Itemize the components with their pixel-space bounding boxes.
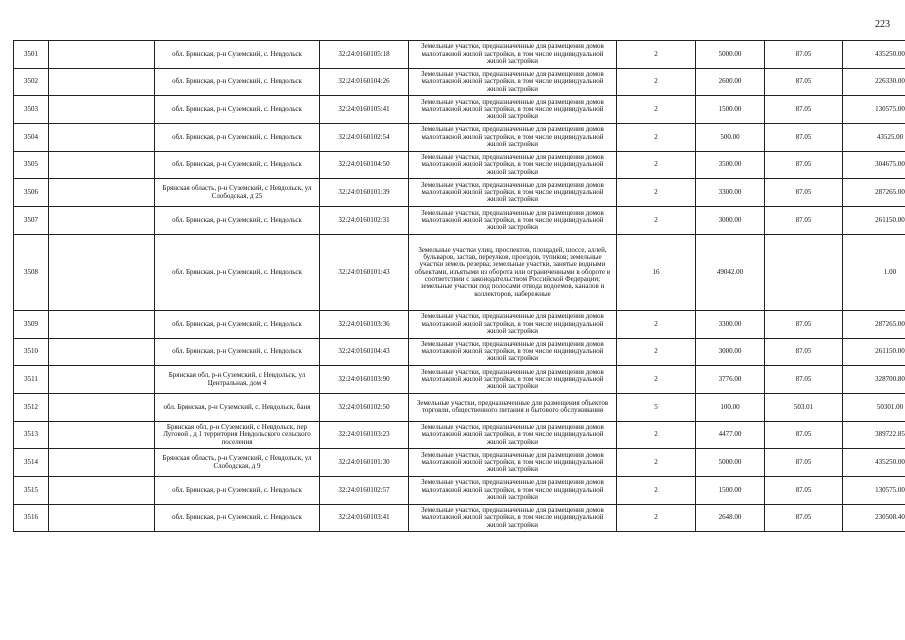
row-number-cell: 3516 — [14, 504, 49, 532]
permitted-use-cell: Земельные участки, предназначенные для размещения объектов торговли, общественного питания и бытового обслуживания — [409, 393, 617, 421]
row-number-cell: 3508 — [14, 234, 49, 310]
specific-value-cell: 87.05 — [765, 124, 843, 152]
empty-cell — [49, 41, 155, 69]
table-row — [14, 338, 905, 366]
table-body — [14, 41, 905, 532]
empty-cell — [49, 151, 155, 179]
address-cell: обл. Брянская, р-н Суземский, с. Невдольск — [155, 234, 320, 310]
table-row — [14, 234, 905, 310]
use-group-cell: 2 — [617, 151, 696, 179]
cadastral-number-cell: 32:24:0160102:50 — [320, 393, 409, 421]
cadastral-value-cell: 389722.85 — [843, 421, 905, 449]
empty-cell — [49, 338, 155, 366]
table-row — [14, 504, 905, 532]
use-group-cell: 2 — [617, 41, 696, 69]
address-cell: обл. Брянская, р-н Суземский, с. Невдольск — [155, 504, 320, 532]
address-cell: обл. Брянская, р-н Суземский, с. Невдольск, баня — [155, 393, 320, 421]
use-group-cell: 2 — [617, 207, 696, 235]
table-row — [14, 124, 905, 152]
specific-value-cell: 87.05 — [765, 310, 843, 338]
use-group-cell: 2 — [617, 366, 696, 394]
area-cell: 1500.00 — [696, 476, 765, 504]
table-row — [14, 41, 905, 69]
row-number-cell: 3502 — [14, 68, 49, 96]
address-cell: обл. Брянская, р-н Суземский, с. Невдольск — [155, 96, 320, 124]
cadastral-number-cell: 32:24:0160101:30 — [320, 449, 409, 477]
area-cell: 3000.00 — [696, 338, 765, 366]
area-cell: 500.00 — [696, 124, 765, 152]
specific-value-cell: 87.05 — [765, 366, 843, 394]
use-group-cell: 2 — [617, 421, 696, 449]
empty-cell — [49, 207, 155, 235]
row-number-cell: 3503 — [14, 96, 49, 124]
table-row — [14, 68, 905, 96]
specific-value-cell: 87.05 — [765, 421, 843, 449]
cadastral-number-cell: 32:24:0160103:23 — [320, 421, 409, 449]
empty-cell — [49, 179, 155, 207]
address-cell: Брянская обл, р-н Суземский, с Невдольск, пер Луговой , д 1 территория Невдольского сельского поселения — [155, 421, 320, 449]
specific-value-cell: 87.05 — [765, 338, 843, 366]
use-group-cell: 2 — [617, 338, 696, 366]
table-row — [14, 366, 905, 394]
cadastral-number-cell: 32:24:0160105:18 — [320, 41, 409, 69]
permitted-use-cell: Земельные участки, предназначенные для размещения домов малоэтажной жилой застройки, в том числе индивидуальной жилой застройки — [409, 504, 617, 532]
area-cell: 2600.00 — [696, 68, 765, 96]
area-cell: 3000.00 — [696, 207, 765, 235]
permitted-use-cell: Земельные участки, предназначенные для размещения домов малоэтажной жилой застройки, в том числе индивидуальной жилой застройки — [409, 41, 617, 69]
cadastral-value-cell: 287265.00 — [843, 310, 905, 338]
row-number-cell: 3506 — [14, 179, 49, 207]
address-cell: обл. Брянская, р-н Суземский, с. Невдольск — [155, 68, 320, 96]
permitted-use-cell: Земельные участки, предназначенные для размещения домов малоэтажной жилой застройки, в том числе индивидуальной жилой застройки — [409, 476, 617, 504]
table-row — [14, 421, 905, 449]
cadastral-value-cell: 43525.00 — [843, 124, 905, 152]
permitted-use-cell: Земельные участки, предназначенные для размещения домов малоэтажной жилой застройки, в том числе индивидуальной жилой застройки — [409, 338, 617, 366]
empty-cell — [49, 421, 155, 449]
row-number-cell: 3509 — [14, 310, 49, 338]
specific-value-cell: 87.05 — [765, 151, 843, 179]
permitted-use-cell: Земельные участки, предназначенные для размещения домов малоэтажной жилой застройки, в том числе индивидуальной жилой застройки — [409, 179, 617, 207]
permitted-use-cell: Земельные участки, предназначенные для размещения домов малоэтажной жилой застройки, в том числе индивидуальной жилой застройки — [409, 96, 617, 124]
use-group-cell: 2 — [617, 96, 696, 124]
table-row — [14, 393, 905, 421]
row-number-cell: 3512 — [14, 393, 49, 421]
row-number-cell: 3514 — [14, 449, 49, 477]
address-cell: Брянская обл, р-н Суземский, с Невдольск, ул Центральная, дом 4 — [155, 366, 320, 394]
area-cell: 3776.00 — [696, 366, 765, 394]
empty-cell — [49, 366, 155, 394]
table-row — [14, 96, 905, 124]
use-group-cell: 2 — [617, 179, 696, 207]
specific-value-cell: 87.05 — [765, 96, 843, 124]
table-row — [14, 151, 905, 179]
permitted-use-cell: Земельные участки, предназначенные для размещения домов малоэтажной жилой застройки, в том числе индивидуальной жилой застройки — [409, 207, 617, 235]
use-group-cell: 16 — [617, 234, 696, 310]
cadastral-value-cell: 261150.00 — [843, 338, 905, 366]
address-cell: обл. Брянская, р-н Суземский, с. Невдольск — [155, 338, 320, 366]
cadastral-value-cell: 435250.00 — [843, 449, 905, 477]
area-cell: 4477.00 — [696, 421, 765, 449]
empty-cell — [49, 68, 155, 96]
table-row — [14, 207, 905, 235]
use-group-cell: 2 — [617, 124, 696, 152]
cadastral-number-cell: 32:24:0160103:41 — [320, 504, 409, 532]
area-cell: 2648.00 — [696, 504, 765, 532]
area-cell: 49042.00 — [696, 234, 765, 310]
specific-value-cell: 87.05 — [765, 476, 843, 504]
cadastral-number-cell: 32:24:0160104:50 — [320, 151, 409, 179]
use-group-cell: 2 — [617, 310, 696, 338]
cadastral-number-cell: 32:24:0160101:39 — [320, 179, 409, 207]
cadastral-number-cell: 32:24:0160102:57 — [320, 476, 409, 504]
specific-value-cell: 87.05 — [765, 449, 843, 477]
cadastral-value-cell: 287265.00 — [843, 179, 905, 207]
cadastral-value-cell: 50301.00 — [843, 393, 905, 421]
empty-cell — [49, 310, 155, 338]
row-number-cell: 3507 — [14, 207, 49, 235]
row-number-cell: 3504 — [14, 124, 49, 152]
specific-value-cell — [765, 234, 843, 310]
row-number-cell: 3511 — [14, 366, 49, 394]
area-cell: 3500.00 — [696, 151, 765, 179]
use-group-cell: 2 — [617, 504, 696, 532]
cadastral-value-cell: 328700.80 — [843, 366, 905, 394]
land-plot-table — [13, 40, 905, 532]
empty-cell — [49, 504, 155, 532]
row-number-cell: 3501 — [14, 41, 49, 69]
permitted-use-cell: Земельные участки, предназначенные для размещения домов малоэтажной жилой застройки, в том числе индивидуальной жилой застройки — [409, 366, 617, 394]
cadastral-value-cell: 130575.00 — [843, 96, 905, 124]
permitted-use-cell: Земельные участки, предназначенные для размещения домов малоэтажной жилой застройки, в том числе индивидуальной жилой застройки — [409, 124, 617, 152]
area-cell: 3300.00 — [696, 179, 765, 207]
address-cell: обл. Брянская, р-н Суземский, с. Невдольск — [155, 41, 320, 69]
address-cell: обл. Брянская, р-н Суземский, с. Невдольск — [155, 207, 320, 235]
address-cell: Брянская область, р-н Суземский, с Невдольск, ул Слободская, д 9 — [155, 449, 320, 477]
area-cell: 5000.00 — [696, 41, 765, 69]
cadastral-number-cell: 32:24:0160104:26 — [320, 68, 409, 96]
row-number-cell: 3513 — [14, 421, 49, 449]
permitted-use-cell: Земельные участки, предназначенные для размещения домов малоэтажной жилой застройки, в том числе индивидуальной жилой застройки — [409, 449, 617, 477]
empty-cell — [49, 449, 155, 477]
cadastral-value-cell: 1.00 — [843, 234, 905, 310]
empty-cell — [49, 124, 155, 152]
address-cell: обл. Брянская, р-н Суземский, с. Невдольск — [155, 151, 320, 179]
empty-cell — [49, 393, 155, 421]
address-cell: Брянская область, р-н Суземский, с Невдольск, ул Слободская, д 25 — [155, 179, 320, 207]
cadastral-number-cell: 32:24:0160105:41 — [320, 96, 409, 124]
specific-value-cell: 503.01 — [765, 393, 843, 421]
use-group-cell: 2 — [617, 68, 696, 96]
cadastral-value-cell: 226330.00 — [843, 68, 905, 96]
address-cell: обл. Брянская, р-н Суземский, с. Невдольск — [155, 124, 320, 152]
cadastral-value-cell: 130575.00 — [843, 476, 905, 504]
cadastral-value-cell: 435250.00 — [843, 41, 905, 69]
specific-value-cell: 87.05 — [765, 207, 843, 235]
table-row — [14, 476, 905, 504]
permitted-use-cell: Земельные участки, предназначенные для размещения домов малоэтажной жилой застройки, в том числе индивидуальной жилой застройки — [409, 151, 617, 179]
specific-value-cell: 87.05 — [765, 41, 843, 69]
use-group-cell: 2 — [617, 476, 696, 504]
address-cell: обл. Брянская, р-н Суземский, с. Невдольск — [155, 310, 320, 338]
empty-cell — [49, 96, 155, 124]
cadastral-number-cell: 32:24:0160101:43 — [320, 234, 409, 310]
permitted-use-cell: Земельные участки, предназначенные для размещения домов малоэтажной жилой застройки, в том числе индивидуальной жилой застройки — [409, 421, 617, 449]
area-cell: 100.00 — [696, 393, 765, 421]
cadastral-number-cell: 32:24:0160102:54 — [320, 124, 409, 152]
cadastral-number-cell: 32:24:0160103:36 — [320, 310, 409, 338]
row-number-cell: 3515 — [14, 476, 49, 504]
area-cell: 5000.00 — [696, 449, 765, 477]
table-row — [14, 449, 905, 477]
specific-value-cell: 87.05 — [765, 504, 843, 532]
empty-cell — [49, 234, 155, 310]
area-cell: 3300.00 — [696, 310, 765, 338]
permitted-use-cell: Земельные участки, предназначенные для размещения домов малоэтажной жилой застройки, в том числе индивидуальной жилой застройки — [409, 310, 617, 338]
specific-value-cell: 87.05 — [765, 68, 843, 96]
row-number-cell: 3505 — [14, 151, 49, 179]
use-group-cell: 2 — [617, 449, 696, 477]
permitted-use-cell: Земельные участки, предназначенные для размещения домов малоэтажной жилой застройки, в том числе индивидуальной жилой застройки — [409, 68, 617, 96]
address-cell: обл. Брянская, р-н Суземский, с. Невдольск — [155, 476, 320, 504]
permitted-use-cell: Земельные участки улиц, проспектов, площадей, шоссе, аллей, бульваров, застав, переулков, проездов, тупиков; земельные участки земель резерва; земельные участки, занятые водными объектами, изъятыми из оборота или ограниченными в обороте в соответствии с законодательством Российской Федерации; земельные участки под полосами отвода водоемов, каналов и коллекторов, набережные — [409, 234, 617, 310]
area-cell: 1500.00 — [696, 96, 765, 124]
specific-value-cell: 87.05 — [765, 179, 843, 207]
table-row — [14, 179, 905, 207]
cadastral-value-cell: 261150.00 — [843, 207, 905, 235]
cadastral-number-cell: 32:24:0160104:43 — [320, 338, 409, 366]
empty-cell — [49, 476, 155, 504]
cadastral-value-cell: 230508.40 — [843, 504, 905, 532]
page-number: 223 — [875, 19, 890, 30]
cadastral-number-cell: 32:24:0160102:31 — [320, 207, 409, 235]
use-group-cell: 5 — [617, 393, 696, 421]
table-row — [14, 310, 905, 338]
row-number-cell: 3510 — [14, 338, 49, 366]
cadastral-value-cell: 304675.00 — [843, 151, 905, 179]
cadastral-number-cell: 32:24:0160103:90 — [320, 366, 409, 394]
